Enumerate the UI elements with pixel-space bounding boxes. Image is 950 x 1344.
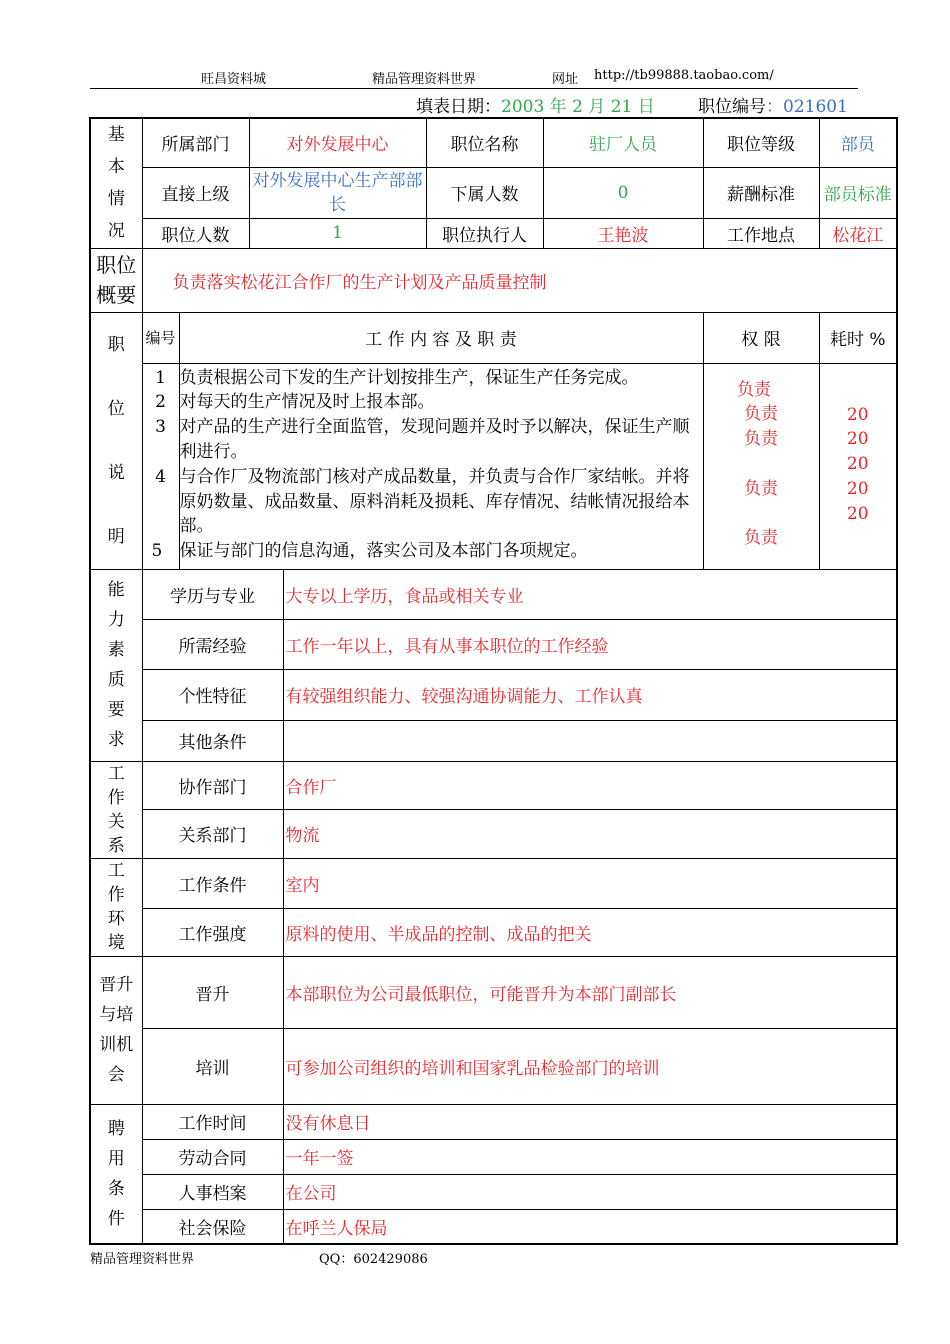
basic-row-2 xyxy=(90,167,897,218)
duty-no-3: 3 xyxy=(155,417,166,438)
promotion-value: 本部职位为公司最低职位，可能晋升为本部门副部长 xyxy=(283,956,897,1028)
duties-col-content: 工 作 内 容 及 职 责 xyxy=(179,312,703,363)
training-row xyxy=(90,1028,897,1104)
duty-time-3: 20 xyxy=(846,454,869,475)
archive-label: 人事档案 xyxy=(142,1174,283,1209)
summary-label: 职位概要 xyxy=(90,248,142,312)
experience-label: 所需经验 xyxy=(142,619,283,669)
duty-text-3: 对产品的生产进行全面监管，发现问题并及时予以解决，保证生产顺利进行。 xyxy=(179,417,690,462)
duty-text-1: 负责根据公司下发的生产计划按排生产，保证生产任务完成。 xyxy=(179,367,639,388)
fill-date xyxy=(416,92,655,117)
subordinates-label: 下属人数 xyxy=(426,167,543,218)
conditions-value: 室内 xyxy=(283,858,897,908)
promotion-row xyxy=(90,956,897,1028)
ability-row-other xyxy=(90,720,897,761)
duties-col-no: 编号 xyxy=(142,312,179,363)
other-value xyxy=(283,720,897,761)
conditions-label: 工作条件 xyxy=(142,858,283,908)
headcount-value: 1 xyxy=(249,218,426,248)
duty-time-5: 20 xyxy=(846,503,869,524)
duty-authority-2: 负责 xyxy=(744,404,778,425)
ability-row-education xyxy=(90,569,897,619)
employment-row-hours xyxy=(90,1104,897,1139)
ability-section-title: 能力素质要求 xyxy=(90,569,142,761)
grade-value: 部员 xyxy=(819,118,897,167)
personality-value: 有较强组织能力、较强沟通协调能力、工作认真 xyxy=(283,669,897,720)
promotion-section-title: 晋升与培训机会 xyxy=(90,956,142,1104)
ability-row-experience xyxy=(90,619,897,669)
duty-time-4: 20 xyxy=(846,479,869,499)
duty-no-4: 4 xyxy=(155,466,166,487)
header-url-link[interactable]: http://tb99888.taobao.com/ xyxy=(594,68,774,83)
location-label: 工作地点 xyxy=(703,218,819,248)
position-code-value: 021601 xyxy=(783,97,848,117)
relations-section-title: 工作关系 xyxy=(90,761,142,858)
job-description-table xyxy=(89,117,898,1245)
title-label: 职位名称 xyxy=(426,118,543,167)
relations-row-coop xyxy=(90,761,897,809)
basic-row-3 xyxy=(90,218,897,248)
subordinates-value: 0 xyxy=(543,167,703,218)
summary-text: 负责落实松花江合作厂的生产计划及产品质量控制 xyxy=(142,248,897,312)
training-label: 培训 xyxy=(142,1028,283,1104)
coop-label: 协作部门 xyxy=(142,761,283,809)
duty-no-2: 2 xyxy=(155,392,166,413)
personality-label: 个性特征 xyxy=(142,669,283,720)
insurance-value: 在呼兰人保局 xyxy=(283,1209,897,1244)
insurance-label: 社会保险 xyxy=(142,1209,283,1244)
other-label: 其他条件 xyxy=(142,720,283,761)
duties-section-title: 职位说明 xyxy=(90,312,142,569)
grade-label: 职位等级 xyxy=(703,118,819,167)
experience-value: 工作一年以上，具有从事本职位的工作经验 xyxy=(283,619,897,669)
header-left-text: 旺昌资料城 xyxy=(201,72,267,87)
training-value: 可参加公司组织的培训和国家乳品检验部门的培训 xyxy=(283,1028,897,1104)
position-code-label: 职位编号 xyxy=(698,97,766,117)
salary-value: 部员标准 xyxy=(819,167,897,218)
duty-no-5: 5 xyxy=(151,541,163,562)
environment-row-intensity xyxy=(90,908,897,956)
duties-body-row xyxy=(90,363,897,569)
duty-text-4: 与合作厂及物流部门核对产成品数量，并负责与合作厂家结帐。并将原奶数量、成品数量、原料消耗及损耗、库存情况、结帐情况报给本部。 xyxy=(179,466,690,537)
header-divider xyxy=(90,88,858,89)
superior-value: 对外发展中心生产部部长 xyxy=(249,167,426,218)
intensity-value: 原料的使用、半成品的控制、成品的把关 xyxy=(283,908,897,956)
related-value: 物流 xyxy=(283,809,897,858)
header-middle-text: 精品管理资料世界 xyxy=(372,72,477,87)
duties-header-row xyxy=(90,312,897,363)
duty-no-1: 1 xyxy=(155,367,166,388)
ability-row-personality xyxy=(90,669,897,720)
executor-label: 职位执行人 xyxy=(426,218,543,248)
duty-authority-5: 负责 xyxy=(744,528,778,549)
basic-row-1 xyxy=(90,118,897,167)
footer-qq-text: QQ：602429086 xyxy=(319,1252,428,1267)
employment-row-contract xyxy=(90,1139,897,1174)
duty-time-1: 20 xyxy=(846,404,869,425)
duties-col-authority: 权 限 xyxy=(703,312,819,363)
duties-numbers-cell xyxy=(142,363,179,569)
dept-label: 所属部门 xyxy=(142,118,249,167)
employment-section-title: 聘用条件 xyxy=(90,1104,142,1244)
archive-value: 在公司 xyxy=(283,1174,897,1209)
employment-row-archive xyxy=(90,1174,897,1209)
education-label: 学历与专业 xyxy=(142,569,283,619)
salary-label: 薪酬标准 xyxy=(703,167,819,218)
duty-authority-3: 负责 xyxy=(744,429,778,450)
duties-authority-cell xyxy=(703,363,819,569)
duties-time-cell xyxy=(819,363,897,569)
location-value: 松花江 xyxy=(819,218,897,248)
employment-row-insurance xyxy=(90,1209,897,1244)
intensity-label: 工作强度 xyxy=(142,908,283,956)
environment-section-title: 工作环境 xyxy=(90,858,142,956)
fill-date-label: 填表日期： xyxy=(416,97,501,117)
basic-section-title: 基本情况 xyxy=(90,118,142,248)
summary-row xyxy=(90,248,897,312)
hours-label: 工作时间 xyxy=(142,1104,283,1139)
hours-value: 没有休息日 xyxy=(283,1104,897,1139)
duty-text-5: 保证与部门的信息沟通，落实公司及本部门各项规定。 xyxy=(179,541,588,562)
superior-label: 直接上级 xyxy=(142,167,249,218)
promotion-label: 晋升 xyxy=(142,956,283,1028)
relations-row-related xyxy=(90,809,897,858)
duty-authority-1: 负责 xyxy=(737,379,771,400)
position-code-colon: ： xyxy=(766,97,783,117)
contract-label: 劳动合同 xyxy=(142,1139,283,1174)
coop-value: 合作厂 xyxy=(283,761,897,809)
duties-content-cell xyxy=(179,363,703,569)
related-label: 关系部门 xyxy=(142,809,283,858)
duty-text-2: 对每天的生产情况及时上报本部。 xyxy=(179,392,435,413)
dept-value: 对外发展中心 xyxy=(249,118,426,167)
duty-authority-4: 负责 xyxy=(744,478,778,499)
position-code xyxy=(698,92,848,117)
title-value: 驻厂人员 xyxy=(543,118,703,167)
environment-row-conditions xyxy=(90,858,897,908)
fill-date-value: 2003 年 2 月 21 日 xyxy=(501,97,655,117)
headcount-label: 职位人数 xyxy=(142,218,249,248)
header-url-label: 网址 xyxy=(552,72,579,87)
contract-value: 一年一签 xyxy=(283,1139,897,1174)
executor-value: 王艳波 xyxy=(543,218,703,248)
duties-col-time: 耗时 % xyxy=(819,312,897,363)
duty-time-2: 20 xyxy=(846,429,869,450)
footer-left-text: 精品管理资料世界 xyxy=(90,1252,195,1267)
education-value: 大专以上学历，食品或相关专业 xyxy=(283,569,897,619)
